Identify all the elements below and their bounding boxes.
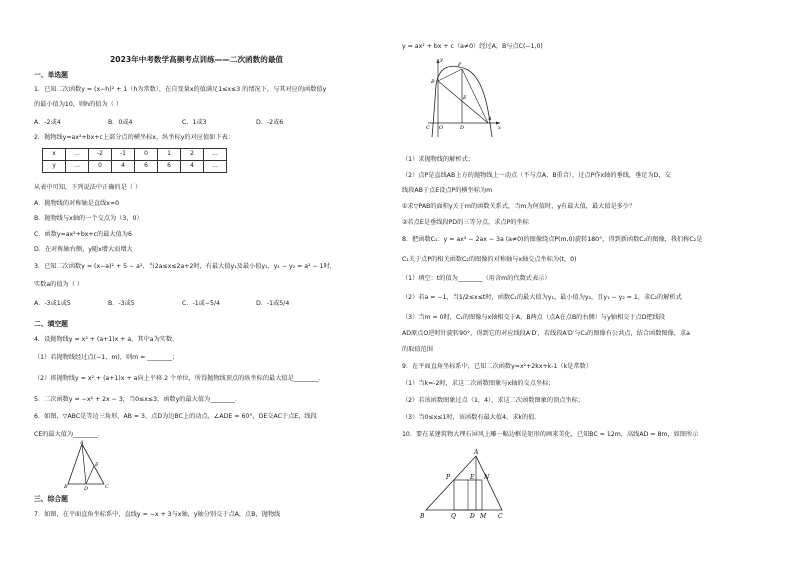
table-cell: 0 xyxy=(135,149,158,161)
section-single-choice: 一、单选题 xyxy=(34,71,68,79)
q3-option-a: A．-3或1或5 xyxy=(34,300,71,307)
page-title: 2023年中考数学高频考点训练——二次函数的最值 xyxy=(110,55,284,64)
section-comprehensive: 三、综合题 xyxy=(34,495,68,503)
q2-value-table xyxy=(42,148,227,173)
q2-option-a: A．抛物线的对称轴是直线x=0 xyxy=(34,200,120,207)
label-c: C xyxy=(426,125,430,131)
label-a: A xyxy=(474,449,479,456)
table-cell: ... xyxy=(204,149,227,161)
q8-line-1: 8．把函数C₁：y = ax² − 2ax − 3a (a≠0)的图像绕点P(m,0)旋转180°，得到新函数C₂的图像，我们称C₂是 xyxy=(402,236,703,243)
q8-line-6: AD原点O逆时针旋转90°，得到它的对应线段A′D′，若线段A′D′与C₂的图像有公共点，结合函数图像，求a xyxy=(402,330,690,337)
table-cell: -1 xyxy=(112,149,135,161)
label-m: M xyxy=(480,513,487,520)
q8-line-3: （1）填空：t的值为________（用含m的代数式表示） xyxy=(402,275,551,282)
q1-option-c: C．1或3 xyxy=(182,119,207,126)
q3-option-b: B．-3或5 xyxy=(108,300,135,307)
label-e: E xyxy=(470,474,475,481)
q10-line-1: 10．要在某建筑物大理石屏风上雕一幅边框是矩形的画来美化，已知BC = 12m，高线AD = 8m，如图所示 xyxy=(402,431,699,438)
q1-line-1: 1．已知二次函数y = (x−h)² + 1（h为常数），在自变量x的值满足1≤x≤3 的情况下，与其对应的函数值y xyxy=(34,86,327,93)
q2-line-1: 2．抛物线y=ax²+bx+c上部分点的横坐标x，纵坐标y的对应值如下表： xyxy=(34,134,234,141)
label-e: E xyxy=(95,462,99,468)
label-q: Q xyxy=(451,513,456,520)
q7-part-2-line-1: （2）点P是直线AB上方的抛物线上一动点（不与点A，B重合），过点P作x轴的垂线，垂足为D，交 xyxy=(402,172,671,179)
q1-option-d: D．-2或6 xyxy=(256,119,284,126)
q2-option-b: B．抛物线与x轴的一个交点为（3，0） xyxy=(34,215,143,222)
label-y: y xyxy=(440,57,443,63)
label-a: A xyxy=(488,116,492,122)
q7-part-2-sub-1: ①求▽PAB的面积y关于m的函数关系式，当m为何值时，y有最大值，最大值是多少？ xyxy=(402,203,636,210)
label-p: P xyxy=(446,474,451,481)
label-d: D xyxy=(460,125,465,131)
q6-triangle-figure xyxy=(64,440,114,490)
q2-option-c: C．函数y=ax²+bx+c的最大值为6 xyxy=(34,231,132,238)
q9-line-4: （3）当0≤x≤1时，该函数有最大值4，求k的值． xyxy=(402,414,541,421)
q8-line-5: （3）当m = 0时，C₂的图像与x轴相交于A，B两点（点A在点B的右侧）与y轴相交于点D把线段 xyxy=(402,314,666,321)
q3-option-d: D．-1或5/4 xyxy=(256,300,290,307)
q5-line-1: 5．二次函数y = −x² + 2x − 3，当0≤x≤3，函数y的最大值为________． xyxy=(34,396,242,403)
q7-part-2-sub-2: ②若点E是垂线段PD的三等分点，求点P的坐标 xyxy=(402,219,529,226)
q3-line-1: 3．已知二次函数y = (x−a)² + 5 − a²，当2a≤x≤2a+2时，有最大值y₁及最小值y₂，y₁ − y₂ = a² − 1时， xyxy=(34,263,336,270)
label-d: D xyxy=(470,513,475,520)
triangle-abc xyxy=(426,456,502,510)
q9-line-2: （1）当k=-2时，求这二次函数图象与x轴的交点坐标； xyxy=(402,380,555,387)
q9-line-3: （2）若该函数图象过点（1，4），求这二次函数图象的顶点坐标； xyxy=(402,397,584,404)
table-cell: 6 xyxy=(135,161,158,173)
table-cell: -2 xyxy=(89,149,112,161)
label-b: B xyxy=(420,513,425,520)
table-cell: x xyxy=(43,149,66,161)
q6-line-2: CE的最大值为________． xyxy=(34,431,105,438)
table-cell: 6 xyxy=(158,161,181,173)
q7-parabola-figure xyxy=(424,55,504,139)
q3-line-2: 实数a的值为（ ） xyxy=(34,281,84,288)
q2-option-d: D．在对称轴右侧，y随x增大而增大 xyxy=(34,246,133,253)
q1-option-a: A．-2或4 xyxy=(34,119,61,126)
label-o: O xyxy=(439,125,444,131)
table-cell: 2 xyxy=(181,149,204,161)
section-fill-in: 二、填空题 xyxy=(34,320,68,328)
q4-line-3: （2）将抛物线y = x² + (a+1)x + a向上平移 2 个单位，所得抛物线顶点的纵坐标的最大值是________． xyxy=(34,375,325,382)
table-cell: 4 xyxy=(181,161,204,173)
q4-line-1: 4．设抛物线y = x² + (a+1)x + a，其中a为实数． xyxy=(34,336,179,343)
label-b: B xyxy=(431,79,435,85)
label-n: N xyxy=(484,474,490,481)
label-a: A xyxy=(80,440,84,446)
table-cell: 0 xyxy=(89,161,112,173)
q9-line-1: 9．在平面直角坐标系中，已知二次函数y=x²+2kx+k-1（k是常数） xyxy=(402,363,592,370)
label-e: E xyxy=(463,95,467,101)
table-cell: ... xyxy=(204,161,227,173)
q4-line-2: （1）若抛物线经过点(−1，m)，则m = ________； xyxy=(34,354,179,361)
table-row xyxy=(43,149,227,161)
table-cell: ... xyxy=(66,161,89,173)
q8-line-7: 的取值范围 xyxy=(402,346,433,353)
q7-part-1: （1）求抛物线的解析式； xyxy=(402,156,474,163)
q2-line-2: 从表中可知，下列说法中正确的是（ ） xyxy=(34,184,142,191)
q7-part-2-line-2: 线段AB于点E设点P的横坐标为m xyxy=(402,187,493,194)
q8-line-4: （2）若a = −1，当1/2≤x≤t时，函数C₁的最大值为y₁，最小值为y₂，且y₁ − y₂ = 1，求C₂的解析式 xyxy=(402,294,682,301)
q3-options xyxy=(34,300,330,308)
table-cell: 4 xyxy=(112,161,135,173)
q1-options xyxy=(34,119,330,127)
table-cell: y xyxy=(43,161,66,173)
q8-line-2: C₁关于点P的相关函数C₂的图像的对称轴与x轴交点坐标为(t，0) xyxy=(402,256,577,263)
segment-de xyxy=(86,466,94,484)
label-c: C xyxy=(498,513,503,520)
q6-line-1: 6．如图，▽ABC是等边三角形，AB = 3，点D为边BC上的动点，∠ADE = 60°，DE交AC于点E，线段 xyxy=(34,413,317,420)
table-cell: 1 xyxy=(158,149,181,161)
label-p: P xyxy=(458,62,462,68)
table-cell: ... xyxy=(66,149,89,161)
q7-line-2: y = ax² + bx + c（a≠0）经过A，B与点C(−1,0) xyxy=(402,43,543,50)
label-c: C xyxy=(105,484,109,490)
q1-option-b: B．0或4 xyxy=(108,119,133,126)
label-x: x xyxy=(498,125,501,131)
label-b: B xyxy=(64,484,68,490)
table-row xyxy=(43,161,227,173)
q1-line-2: 的最小值为10，则h的值为（ ） xyxy=(34,101,123,108)
label-d: D xyxy=(84,486,89,490)
q3-option-c: C．-1或−5/4 xyxy=(182,300,221,307)
q7-line-1: 7．如图，在平面直角坐标系中，直线y = −x + 3与x轴，y轴分别交于点A，点B，抛物线 xyxy=(34,511,281,518)
q10-rectangle-figure xyxy=(418,448,510,520)
line-ab xyxy=(438,81,488,123)
